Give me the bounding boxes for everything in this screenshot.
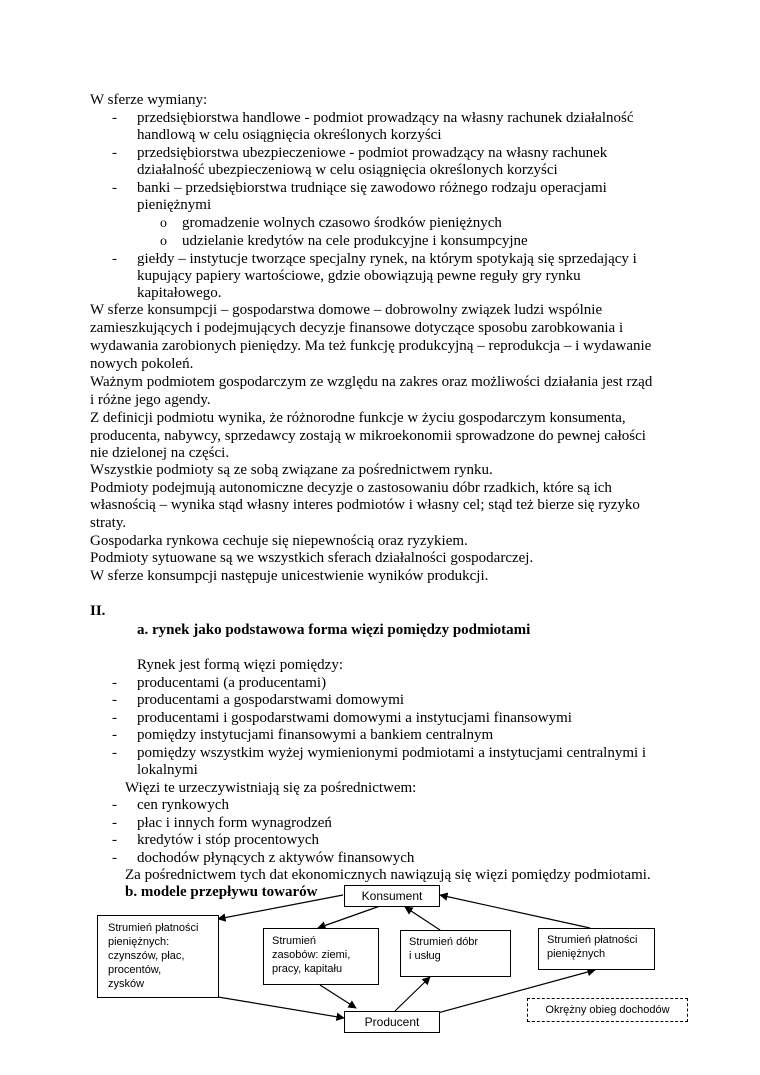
caption-label: Okrężny obieg dochodów bbox=[545, 1004, 670, 1016]
paragraph-line: producenta, nabywcy, sprzedawcy zostają w mikroekonomii sprowadzone do pewnej całości bbox=[90, 428, 646, 444]
bullet-dash: - bbox=[112, 850, 117, 866]
bullet-dash: - bbox=[112, 675, 117, 691]
paragraph-line: W sferze konsumpcji następuje unicestwienie wyników produkcji. bbox=[90, 568, 489, 584]
exchange-item-1-line-1: przedsiębiorstwa handlowe - podmiot prowadzący na własny rachunek działalność bbox=[137, 110, 634, 126]
producent-label: Producent bbox=[364, 1015, 420, 1029]
arrow-resources-to-producent bbox=[320, 985, 356, 1008]
exchange-item-4-line-1: giełdy – instytucje tworzące specjalny rynek, na którym spotykają się sprzedający i bbox=[137, 251, 637, 267]
arrow-konsument-to-resources bbox=[318, 906, 380, 928]
bank-subitem-2: udzielanie kredytów na cele produkcyjne i konsumpcyjne bbox=[182, 233, 528, 249]
list1-item: pomiędzy instytucjami finansowymi a bankiem centralnym bbox=[137, 727, 494, 743]
list1-item: producentami i gospodarstwami domowymi a instytucjami finansowymi bbox=[137, 710, 572, 726]
list1-intro: Rynek jest formą więzi pomiędzy: bbox=[137, 657, 344, 673]
paragraph-line: wydawania zarobionych pieniędzy. Ma też funkcję produkcyjną – reprodukcja – i wydawanie bbox=[90, 338, 652, 354]
paragraph-line: nowych pokoleń. bbox=[90, 356, 194, 372]
goods-label: Strumień dóbr i usług bbox=[409, 936, 479, 962]
exchange-item-3-line-1: banki – przedsiębiorstwa trudniące się zawodowo różnego rodzaju operacjami bbox=[137, 180, 607, 196]
resources-box bbox=[263, 928, 379, 985]
arrow-payments-to-konsument bbox=[440, 895, 590, 928]
paragraph-line: Z definicji podmiotu wynika, że różnorodne funkcje w życiu gospodarczym konsumenta, bbox=[90, 410, 626, 426]
bullet-dash: - bbox=[112, 832, 117, 848]
list2-item: cen rynkowych bbox=[137, 797, 230, 813]
list1-item-continued: lokalnymi bbox=[137, 762, 198, 778]
exchange-item-4-line-3: kapitałowego. bbox=[137, 285, 222, 301]
producent-box bbox=[344, 1011, 440, 1033]
arrow-goods-to-konsument bbox=[405, 907, 440, 930]
bullet-dash: - bbox=[112, 797, 117, 813]
paragraph-line: W sferze konsumpcji – gospodarstwa domowe – dobrowolny związek ludzi wspólnie bbox=[90, 302, 603, 318]
exchange-item-3-line-2: pieniężnymi bbox=[137, 197, 212, 213]
paragraph-line: Gospodarka rynkowa cechuje się niepewnością oraz ryzykiem. bbox=[90, 533, 468, 549]
list1-item: pomiędzy wszystkim wyżej wymienionymi podmiotami a instytucjami centralnymi i bbox=[137, 745, 647, 761]
payments-left-label: Strumień płatności pieniężnych: czynszów, płac, procentów, zysków bbox=[108, 922, 199, 990]
paragraph-line: własnością – wynika stąd własny interes podmiotów i własny cel; stąd też bierze się ryzyko bbox=[90, 497, 640, 513]
exchange-item-2-line-2: działalność ubezpieczeniową w celu osiągnięcia określonych korzyści bbox=[137, 162, 558, 178]
bullet-dash: - bbox=[112, 727, 117, 743]
paragraph-line: nie dzielonej na części. bbox=[90, 445, 230, 461]
bullet-dash: - bbox=[112, 110, 117, 126]
goods-box bbox=[400, 930, 511, 977]
bullet-dash: - bbox=[112, 145, 117, 161]
list2-item: płac i innych form wynagrodzeń bbox=[137, 815, 332, 831]
exchange-heading: W sferze wymiany: bbox=[90, 92, 208, 108]
bullet-dash: - bbox=[112, 180, 117, 196]
paragraph-line: i różne jego agendy. bbox=[90, 392, 211, 408]
paragraph-line: straty. bbox=[90, 515, 127, 531]
bank-subitem-1: gromadzenie wolnych czasowo środków pieniężnych bbox=[182, 215, 502, 231]
payments-right-box bbox=[538, 928, 655, 970]
exchange-item-2-line-1: przedsiębiorstwa ubezpieczeniowe - podmiot prowadzący na własny rachunek bbox=[137, 145, 608, 161]
bullet-circle: o bbox=[160, 216, 167, 231]
arrow-payments-to-producent bbox=[218, 997, 344, 1018]
list1-item: producentami a gospodarstwami domowymi bbox=[137, 692, 405, 708]
list2-item: kredytów i stóp procentowych bbox=[137, 832, 320, 848]
section-numeral: II. bbox=[90, 603, 106, 619]
section-heading-a: a. rynek jako podstawowa forma więzi pomiędzy podmiotami bbox=[137, 622, 531, 638]
bullet-dash: - bbox=[112, 745, 117, 761]
konsument-label: Konsument bbox=[361, 889, 423, 903]
paragraph-line: Podmioty podejmują autonomiczne decyzje o zastosowaniu dóbr rzadkich, które są ich bbox=[90, 480, 612, 496]
bullet-dash: - bbox=[112, 251, 117, 267]
bullet-dash: - bbox=[112, 815, 117, 831]
exchange-item-4-line-2: kupujący papiery wartościowe, gdzie obowiązują pewne reguły gry rynku bbox=[137, 268, 581, 284]
payments-left-box bbox=[97, 915, 219, 998]
section-heading-b: b. modele przepływu towarów bbox=[125, 884, 318, 900]
arrow-konsument-to-payments bbox=[218, 895, 343, 919]
caption-box bbox=[527, 998, 688, 1022]
paragraph-line: Wszystkie podmioty są ze sobą związane za pośrednictwem rynku. bbox=[90, 462, 493, 478]
paragraph-line: Podmioty sytuowane są we wszystkich sferach działalności gospodarczej. bbox=[90, 550, 534, 566]
arrow-producent-to-goods bbox=[395, 977, 430, 1011]
paragraph-line: zamieszkujących i podejmujących decyzje finansowe dotyczące sposobu zarobkowania i bbox=[90, 320, 624, 336]
exchange-item-1-line-2: handlową w celu osiągnięcia określonych korzyści bbox=[137, 127, 442, 143]
closing-line: Za pośrednictwem tych dat ekonomicznych nawiązują się więzi pomiędzy podmiotami. bbox=[125, 867, 651, 883]
payments-right-label: Strumień płatności pieniężnych bbox=[547, 934, 638, 960]
resources-label: Strumień zasobów: ziemi, pracy, kapitału bbox=[272, 935, 351, 975]
bullet-dash: - bbox=[112, 710, 117, 726]
konsument-box bbox=[344, 885, 440, 907]
paragraph-line: Ważnym podmiotem gospodarczym ze względu na zakres oraz możliwości działania jest rząd bbox=[90, 374, 653, 390]
list2-item: dochodów płynących z aktywów finansowych bbox=[137, 850, 415, 866]
list2-intro: Więzi te urzeczywistniają się za pośrednictwem: bbox=[125, 780, 417, 796]
bullet-dash: - bbox=[112, 692, 117, 708]
list1-item: producentami (a producentami) bbox=[137, 675, 327, 691]
bullet-circle: o bbox=[160, 234, 167, 249]
